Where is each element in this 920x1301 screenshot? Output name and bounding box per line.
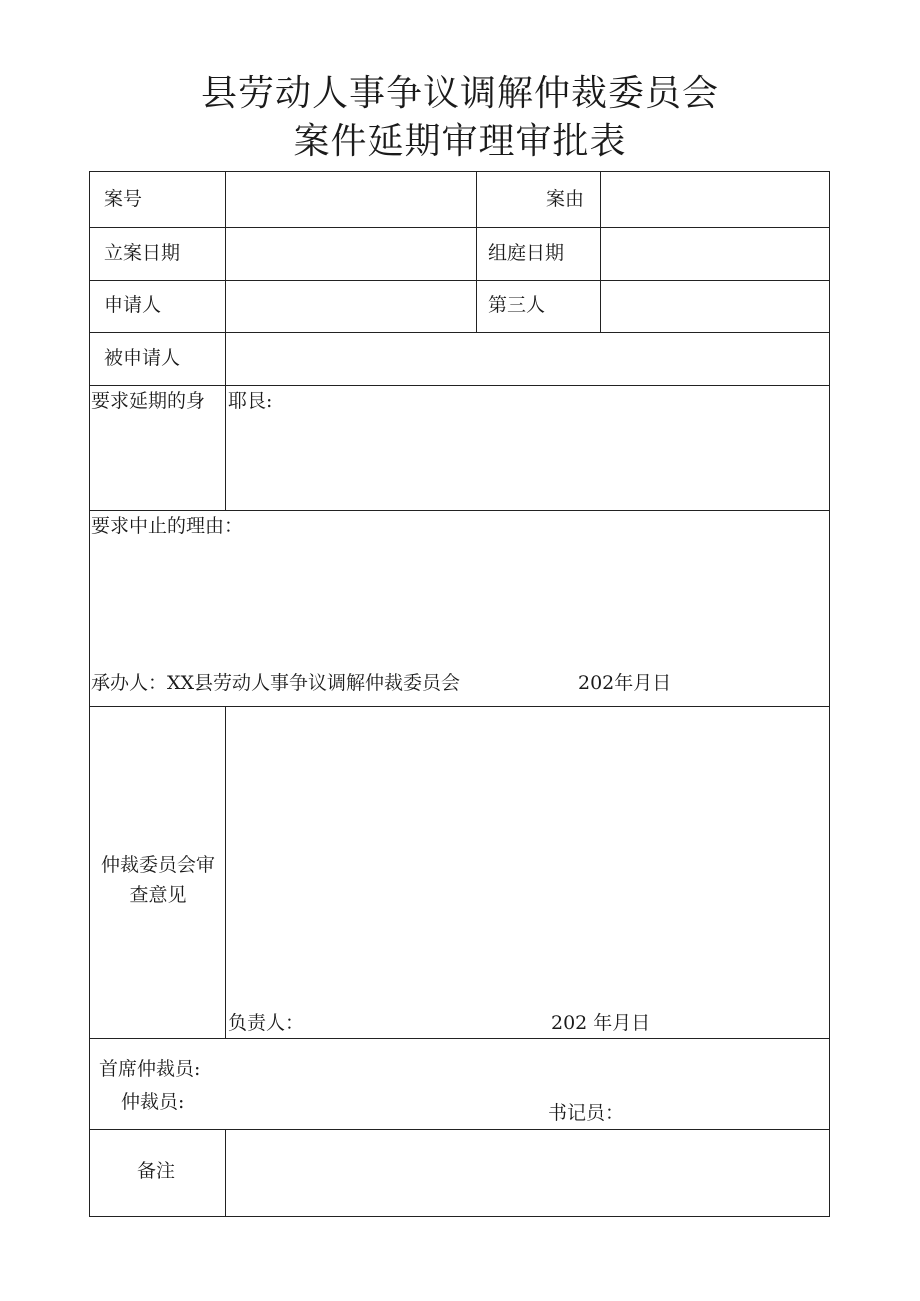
table-right-border (829, 171, 830, 1217)
row-divider (89, 706, 830, 707)
review-opinion-label-line1: 仲裁委员会审 (100, 854, 215, 876)
filing-date-label: 立案日期 (104, 242, 181, 264)
table-top-border (89, 171, 830, 172)
handler-date: 202年月日 (578, 672, 672, 694)
row-divider (89, 280, 830, 281)
column-divider (225, 706, 226, 1039)
form-title-line1: 县劳动人事争议调解仲裁委员会 (200, 73, 719, 114)
extension-reason-label-continued: 耶艮: (228, 390, 273, 412)
case-cause-label: 案由 (546, 188, 585, 210)
chief-arbitrator-label: 首席仲裁员: (99, 1058, 201, 1080)
suspension-reason-label: 要求中止的理由： (91, 515, 244, 537)
extension-reason-label: 要求延期的身 (91, 390, 206, 412)
row-divider (89, 385, 830, 386)
column-divider (225, 1129, 226, 1217)
clerk-label: 书记员： (548, 1102, 625, 1124)
column-divider (225, 171, 226, 511)
row-divider (89, 1129, 830, 1130)
review-date: 202 年月日 (551, 1012, 651, 1034)
handler-signature: 承办人：XX县劳动人事争议调解仲裁委员会 (91, 672, 461, 694)
review-opinion-label (91, 850, 225, 910)
responsible-person-label: 负责人： (228, 1012, 305, 1034)
case-number-label: 案号 (104, 188, 143, 210)
applicant-label: 申请人 (104, 294, 162, 316)
tribunal-date-label: 组庭日期 (488, 242, 565, 264)
review-opinion-label-line2: 查意见 (129, 884, 187, 906)
column-divider (476, 171, 477, 333)
table-bottom-border (89, 1216, 830, 1217)
row-divider (89, 510, 830, 511)
table-left-border (89, 171, 90, 1217)
column-divider (600, 171, 601, 333)
third-party-label: 第三人 (488, 294, 546, 316)
row-divider (89, 1038, 830, 1039)
respondent-label: 被申请人 (104, 347, 181, 369)
remarks-label: 备注 (137, 1160, 176, 1182)
form-title-line2: 案件延期审理审批表 (293, 121, 627, 162)
row-divider (89, 227, 830, 228)
arbitrator-label: 仲裁员: (121, 1091, 185, 1113)
row-divider (89, 332, 830, 333)
